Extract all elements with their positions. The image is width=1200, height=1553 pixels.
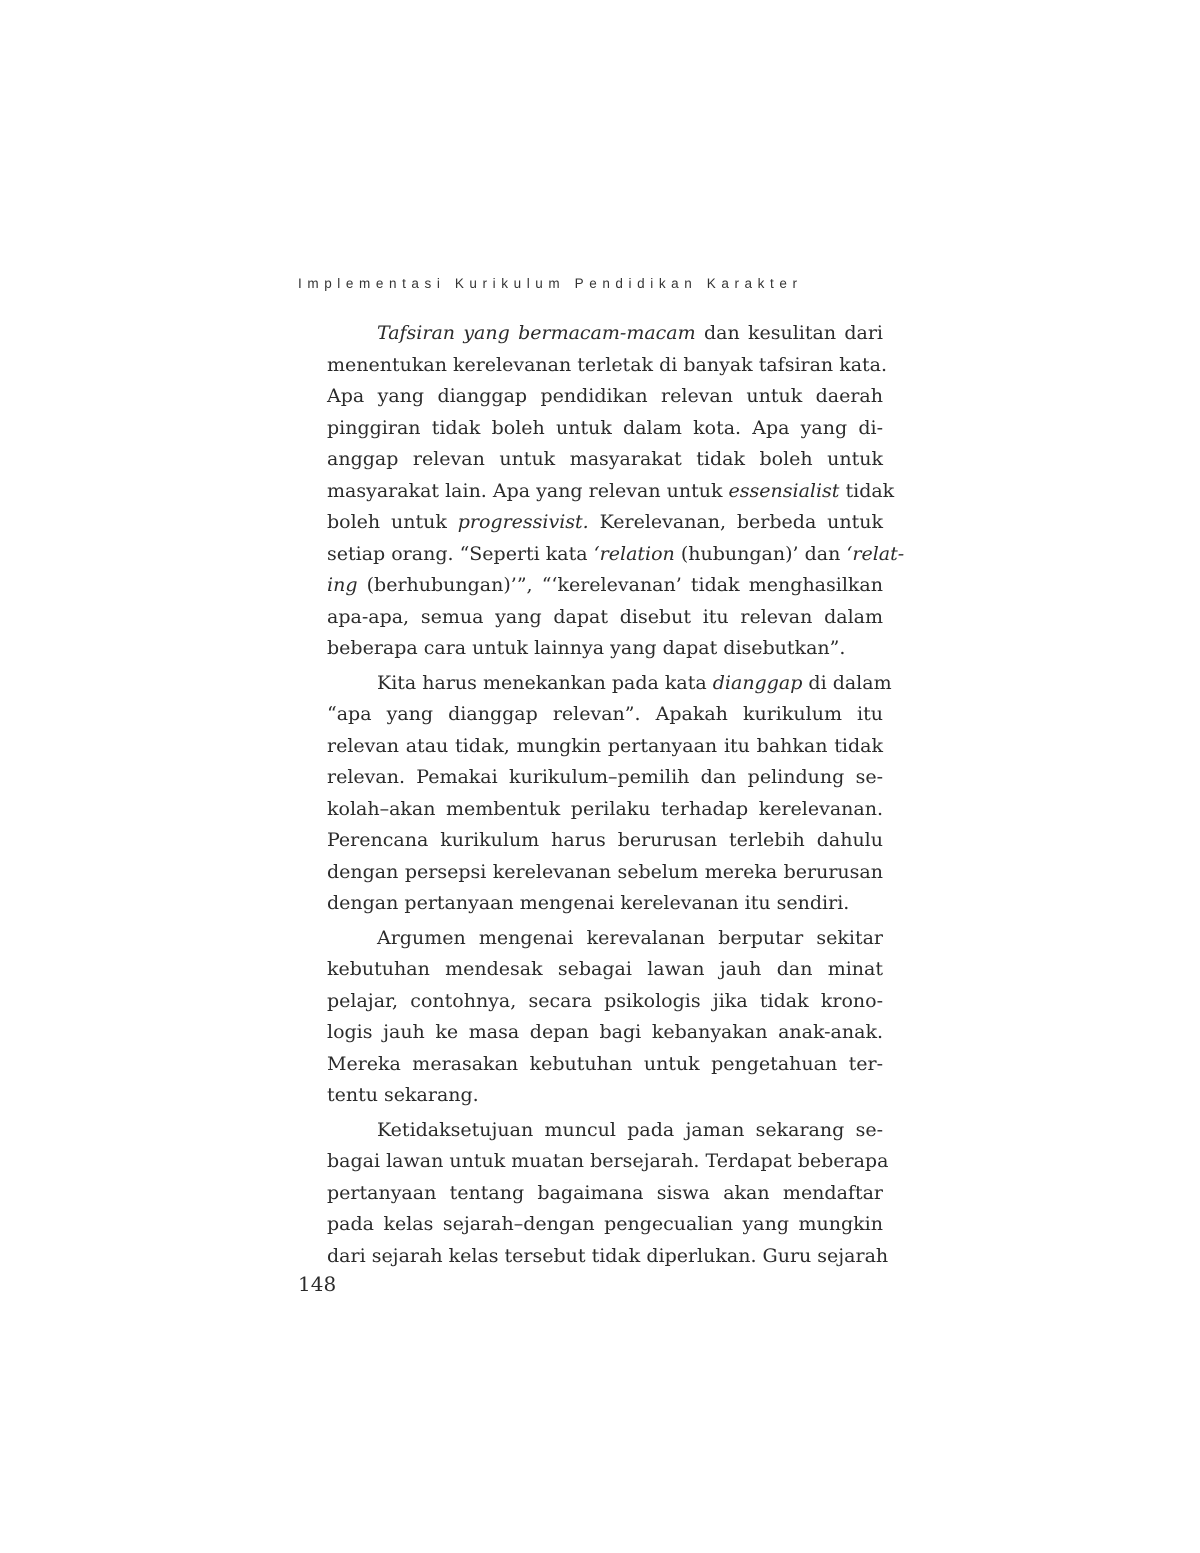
text-run: Perencana kurikulum harus berurusan terlebih dahulu: [327, 829, 883, 851]
text-line: [327, 1241, 889, 1273]
text-line: [327, 923, 883, 955]
text-line: [327, 668, 892, 700]
italic-text: ing: [327, 574, 358, 596]
text-line: [327, 381, 883, 413]
text-run: pinggiran tidak boleh untuk dalam kota. Apa yang di-: [327, 416, 883, 439]
text-line: [327, 570, 883, 602]
text-run: menentukan kerelevanan terletak di banyak tafsiran kata.: [327, 353, 888, 376]
text-run: di dalam: [802, 671, 892, 694]
paragraph: [327, 318, 905, 665]
text-line: [327, 888, 883, 920]
italic-text: Tafsiran yang bermacam-macam: [377, 322, 696, 344]
text-run: (hubungan)’ dan: [674, 542, 847, 565]
text-line: [327, 1017, 883, 1049]
text-run: (berhubungan)’”, “‘kerelevanan’ tidak menghasilkan: [357, 574, 883, 596]
text-line: [327, 1209, 883, 1241]
text-line: [327, 731, 883, 763]
text-run: pelajar, contohnya, secara psikologis jika tidak krono-: [327, 989, 883, 1012]
text-line: [327, 1115, 883, 1147]
paragraph: [327, 668, 892, 920]
text-run: relevan atau tidak, mungkin pertanyaan itu bahkan tidak: [327, 734, 883, 757]
text-line: [327, 954, 883, 986]
text-line: [327, 476, 895, 508]
text-run: logis jauh ke masa depan bagi kebanyakan anak-anak.: [327, 1021, 883, 1043]
text-line: [327, 539, 905, 571]
text-line: [327, 444, 883, 476]
italic-text: essensialist: [728, 479, 840, 502]
text-run: “apa yang dianggap relevan”. Apakah kurikulum itu: [327, 703, 883, 725]
text-line: [327, 1049, 883, 1081]
text-run: anggap relevan untuk masyarakat tidak boleh untuk: [327, 448, 883, 470]
text-line: [327, 762, 883, 794]
text-line: [327, 633, 883, 665]
text-line: [327, 794, 883, 826]
text-run: dengan persepsi kerelevanan sebelum mereka berurusan: [327, 860, 883, 883]
italic-text: dianggap: [712, 671, 803, 694]
text-line: [327, 1178, 883, 1210]
text-line: [327, 1080, 883, 1112]
text-line: [327, 857, 883, 889]
text-run: pada kelas sejarah–dengan pengecualian yang mungkin: [327, 1213, 883, 1235]
text-run: dan kesulitan dari: [695, 322, 884, 344]
text-run: relevan. Pemakai kurikulum–pemilih dan pelindung se-: [327, 766, 883, 788]
text-run: apa-apa, semua yang dapat disebut itu relevan dalam: [327, 605, 883, 628]
italic-text: ‘relation: [593, 542, 675, 565]
text-run: Mereka merasakan kebutuhan untuk pengetahuan ter-: [327, 1052, 883, 1075]
text-line: [327, 825, 883, 857]
text-run: masyarakat lain. Apa yang relevan untuk: [327, 479, 729, 502]
text-line: [327, 699, 883, 731]
text-run: beberapa cara untuk lainnya yang dapat disebutkan”.: [327, 637, 846, 659]
text-run: Ketidaksetujuan muncul pada jaman sekarang se-: [377, 1118, 883, 1141]
text-run: kolah–akan membentuk perilaku terhadap kerelevanan.: [327, 797, 883, 820]
text-run: Argumen mengenai kerevalanan berputar sekitar: [377, 926, 883, 949]
text-run: dengan pertanyaan mengenai kerelevanan itu sendiri.: [327, 892, 850, 914]
text-line: [327, 413, 883, 445]
text-run: kebutuhan mendesak sebagai lawan jauh dan minat: [327, 958, 883, 980]
text-line: [327, 1146, 889, 1178]
text-run: boleh untuk: [327, 511, 458, 533]
text-run: pertanyaan tentang bagaimana siswa akan mendaftar: [327, 1181, 883, 1204]
running-header: Implementasi Kurikulum Pendidikan Karakter: [298, 276, 803, 291]
text-run: bagai lawan untuk muatan bersejarah. Terdapat beberapa: [327, 1150, 889, 1172]
italic-text: ‘relat-: [846, 542, 905, 565]
text-run: dari sejarah kelas tersebut tidak diperlukan. Guru sejarah: [327, 1244, 889, 1267]
text-line: [327, 350, 888, 382]
text-line: [327, 602, 883, 634]
text-line: [327, 507, 883, 539]
paragraph: [327, 1115, 889, 1273]
text-run: tidak: [839, 479, 895, 502]
text-run: setiap orang. “Seperti kata: [327, 542, 594, 565]
page-number: 148: [298, 1272, 337, 1296]
text-line: [327, 318, 883, 350]
text-run: tentu sekarang.: [327, 1084, 479, 1106]
page-body: [327, 318, 905, 1275]
text-run: Apa yang dianggap pendidikan relevan untuk daerah: [327, 385, 883, 407]
italic-text: progressivist.: [457, 511, 589, 533]
paragraph: [327, 923, 883, 1112]
text-run: Kita harus menekankan pada kata: [377, 671, 713, 694]
text-line: [327, 986, 883, 1018]
text-run: Kerelevanan, berbeda untuk: [588, 511, 883, 533]
